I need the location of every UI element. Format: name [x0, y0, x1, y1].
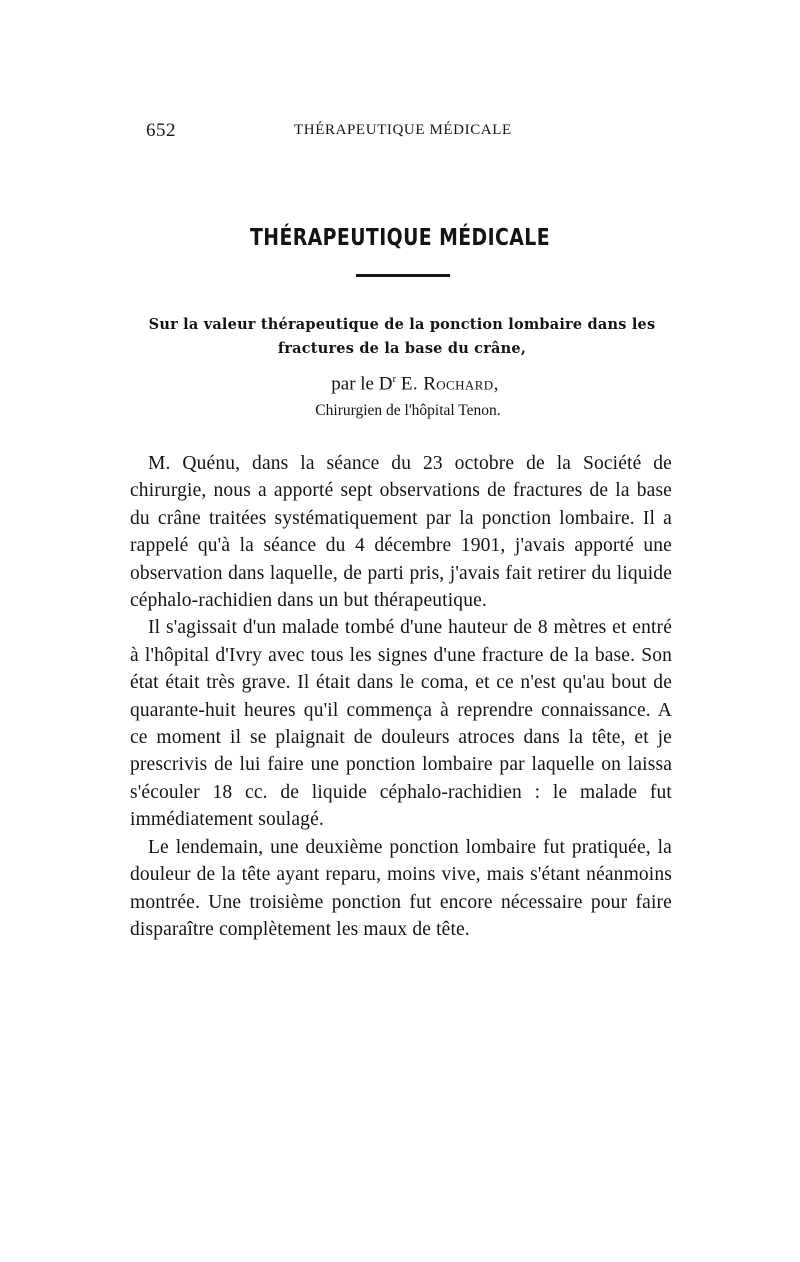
article-title: Sur la valeur thérapeutique de la ponction lombaire dans les fractures de la base du crâne,: [148, 316, 656, 357]
article-body: [130, 450, 672, 943]
author-affiliation: Chirurgien de l'hôpital Tenon.: [315, 402, 501, 419]
running-title: THÉRAPEUTIQUE MÉDICALE: [294, 122, 512, 138]
title-rule: [356, 274, 450, 277]
byline-superscript: r: [392, 373, 397, 385]
paragraph: Le lendemain, une deuxième ponction lombaire fut pratiquée, la douleur de la tête ayant reparu, moins vive, mais s'étant néanmoins montrée. Une troisième ponction fut encore nécessaire pour faire disparaître complètement les maux de tête.: [130, 836, 672, 940]
paragraph: M. Quénu, dans la séance du 23 octobre de la Société de chirurgie, nous a apporté sept observations de fractures de la base du crâne traitées systématiquement par la ponction lombaire. Il a rappelé qu'à la séance du 4 décembre 1901, j'avais apporté une observation dans laquelle, de parti pris, j'avais fait retirer du liquide céphalo-rachidien dans un but thérapeutique.: [130, 453, 672, 612]
byline-prefix: par le D: [331, 373, 393, 395]
page-number: 652: [146, 120, 176, 141]
paragraph: Il s'agissait d'un malade tombé d'une hauteur de 8 mètres et entré à l'hôpital d'Ivry avec tous les signes d'une fracture de la base. Son état était très grave. Il était dans le coma, et ce n'est qu'au bout de quarante-huit heures qu'il commença à reprendre connaissance. A ce moment il se plaignait de douleurs atroces dans la tête, et je prescrivis de lui faire une ponction lombaire par laquelle on laissa s'écouler 18 cc. de liquide céphalo-rachidien : le malade fut immédiatement soulagé.: [130, 617, 672, 831]
author-name: E. Rochard,: [400, 373, 499, 395]
running-head: [146, 120, 670, 144]
section-title: THÉRAPEUTIQUE MÉDICALE: [249, 225, 551, 251]
byline: [0, 373, 800, 395]
